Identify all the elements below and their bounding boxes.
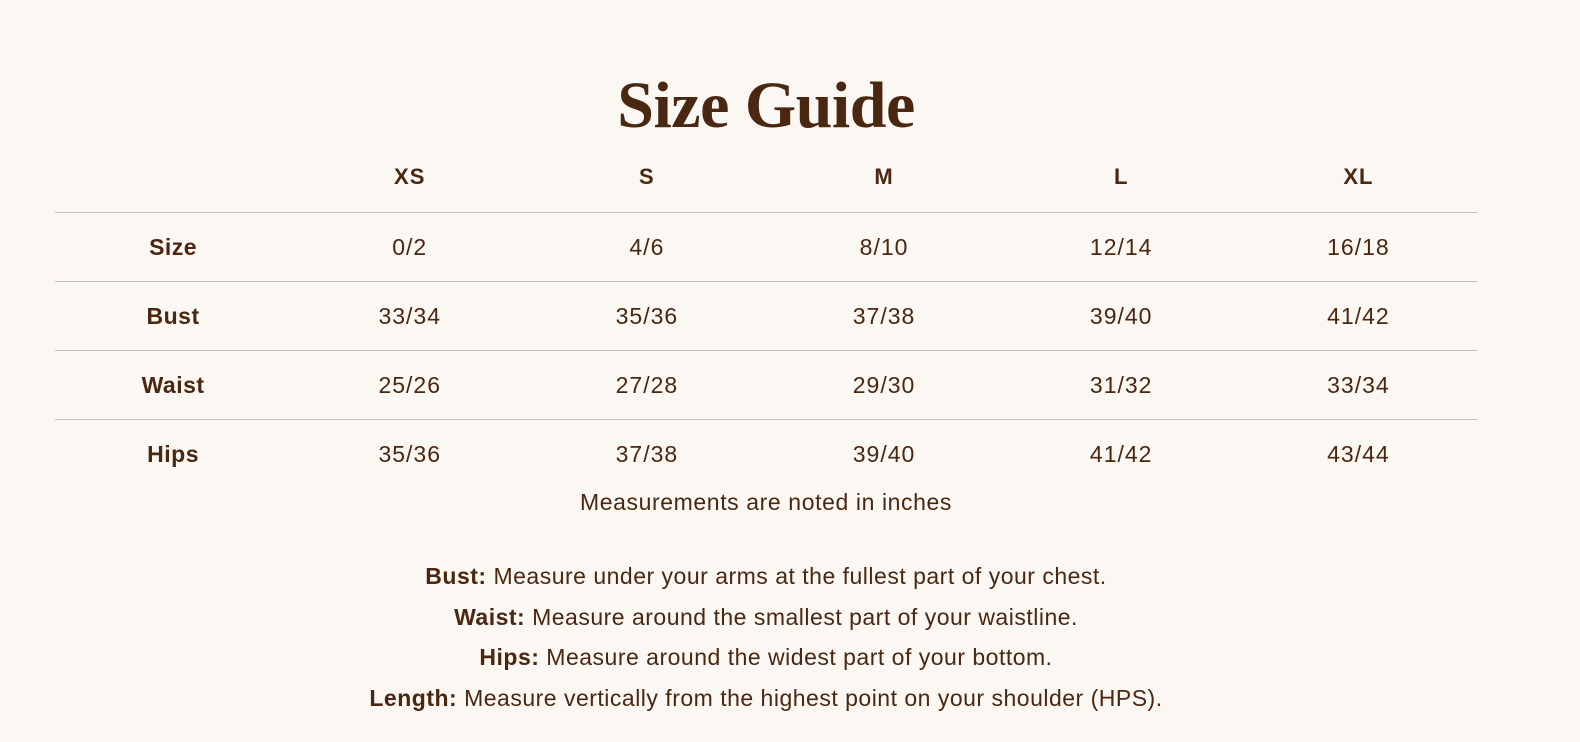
table-cell: 31/32 [1089,371,1153,398]
table-cell: 39/40 [852,440,916,467]
guide-text: Measure around the smallest part of your waistline. [525,603,1078,630]
guide-term: Length: [369,684,458,711]
size-chart-table [55,142,1477,488]
table-cell: 35/36 [615,302,679,329]
table-cell: 43/44 [1327,440,1390,467]
guide-term: Waist: [454,603,526,630]
row-label-bust: Bust [146,302,200,329]
table-cell: 33/34 [378,302,442,329]
table-row-bust [55,282,1477,351]
table-cell: 29/30 [852,371,916,398]
guide-text: Measure vertically from the highest point on your shoulder (HPS). [457,684,1163,711]
row-label-size: Size [149,233,198,260]
guide-line-waist [0,602,1532,643]
page-title: Size Guide [617,69,915,143]
table-cell: 8/10 [859,233,909,260]
header-size-l: L [1113,164,1129,189]
table-cell: 0/2 [392,233,428,260]
guide-term: Bust: [425,563,487,589]
measurement-units-note: Measurements are noted in inches [579,489,953,515]
guide-text: Measure under your arms at the fullest part of your chest. [486,563,1107,589]
guide-line-hips [0,642,1532,683]
table-cell: 25/26 [378,371,442,398]
guide-line-bust [0,561,1532,602]
table-cell: 12/14 [1089,233,1153,260]
table-cell: 33/34 [1327,371,1390,398]
table-header-row [55,142,1477,213]
table-cell: 4/6 [629,233,665,260]
header-size-s: S [639,164,655,189]
header-size-m: M [874,164,894,189]
guide-term: Hips: [479,644,540,670]
row-label-waist: Waist [141,371,205,398]
table-row-hips [55,420,1477,489]
table-cell: 16/18 [1327,233,1390,260]
guide-text: Measure around the widest part of your bottom. [539,644,1053,670]
table-cell: 39/40 [1089,302,1153,329]
header-size-xl: XL [1343,164,1374,189]
table-cell: 41/42 [1089,440,1153,467]
guide-line-length [0,683,1532,724]
table-cell: 37/38 [852,302,916,329]
table-cell: 27/28 [615,371,679,398]
header-size-xs: XS [394,164,426,189]
table-cell: 37/38 [615,440,679,467]
row-label-hips: Hips [147,440,199,467]
table-row-waist [55,351,1477,420]
table-cell: 41/42 [1327,302,1390,329]
table-cell: 35/36 [378,440,442,467]
measuring-guide [0,561,1532,723]
table-row-size [55,213,1477,282]
header-corner [55,142,291,213]
